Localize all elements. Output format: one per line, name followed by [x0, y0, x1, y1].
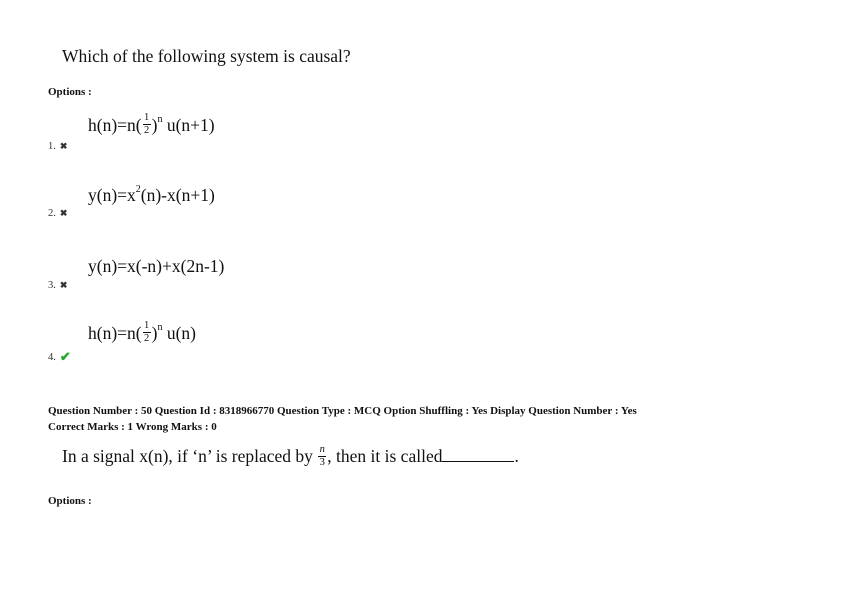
question-meta-line-2: Correct Marks : 1 Wrong Marks : 0 [48, 421, 217, 433]
option-4-text [88, 320, 196, 346]
question-2-frac-num: n [319, 444, 325, 456]
option-4-post: u(n) [162, 323, 196, 343]
option-1-index: 1. [48, 141, 56, 152]
option-2-pre: y(n)=x [88, 185, 136, 205]
option-3-pre: y(n)=x(-n)+x(2n-1) [88, 256, 225, 276]
option-4-frac-den: 2 [143, 333, 150, 345]
option-4-index: 4. [48, 351, 56, 363]
option-3-index: 3. [48, 280, 56, 291]
question-2-after: , then it is called [327, 446, 443, 466]
option-1-pre: h(n)=n( [88, 115, 142, 135]
cross-icon: ✖ [59, 208, 68, 218]
option-1-close: ) [151, 115, 158, 135]
option-4-number [48, 349, 71, 365]
option-2-number [48, 208, 67, 219]
question-2-frac-den: 3 [319, 457, 325, 469]
option-2-sup: 2 [135, 184, 141, 196]
option-2-index: 2. [48, 208, 56, 219]
question-2-text [62, 446, 519, 469]
question-2-end: . [514, 446, 519, 466]
option-4-pre: h(n)=n( [88, 323, 142, 343]
option-1-frac-num: 1 [143, 112, 150, 124]
option-1-number [48, 141, 67, 152]
option-4-close: ) [151, 323, 158, 343]
options-label: Options : [48, 86, 92, 98]
answer-blank [442, 447, 514, 462]
option-1-fraction [143, 113, 151, 136]
option-1-frac-den: 2 [143, 125, 150, 137]
option-2-post: (n)-x(n+1) [140, 185, 215, 205]
cross-icon: ✖ [59, 280, 68, 290]
option-4-sup: n [157, 322, 163, 334]
option-1-post: u(n+1) [162, 115, 215, 135]
option-2-text [88, 185, 215, 206]
option-1-sup: n [157, 114, 163, 126]
question-1-text: Which of the following system is causal? [62, 46, 351, 66]
check-icon: ✔ [59, 349, 71, 364]
option-3-text [88, 256, 224, 277]
option-4-frac-num: 1 [143, 320, 150, 332]
options-label-2: Options : [48, 495, 92, 507]
option-4-fraction [143, 321, 151, 344]
option-1-text [88, 112, 215, 138]
question-meta-line-1: Question Number : 50 Question Id : 8318966770 Question Type : MCQ Option Shuffling : Yes Display Question Number : Yes [48, 405, 637, 417]
option-3-number [48, 280, 67, 291]
question-2-fraction [318, 445, 326, 468]
cross-icon: ✖ [59, 141, 68, 151]
question-2-before: In a signal x(n), if ‘n’ is replaced by [62, 446, 318, 466]
